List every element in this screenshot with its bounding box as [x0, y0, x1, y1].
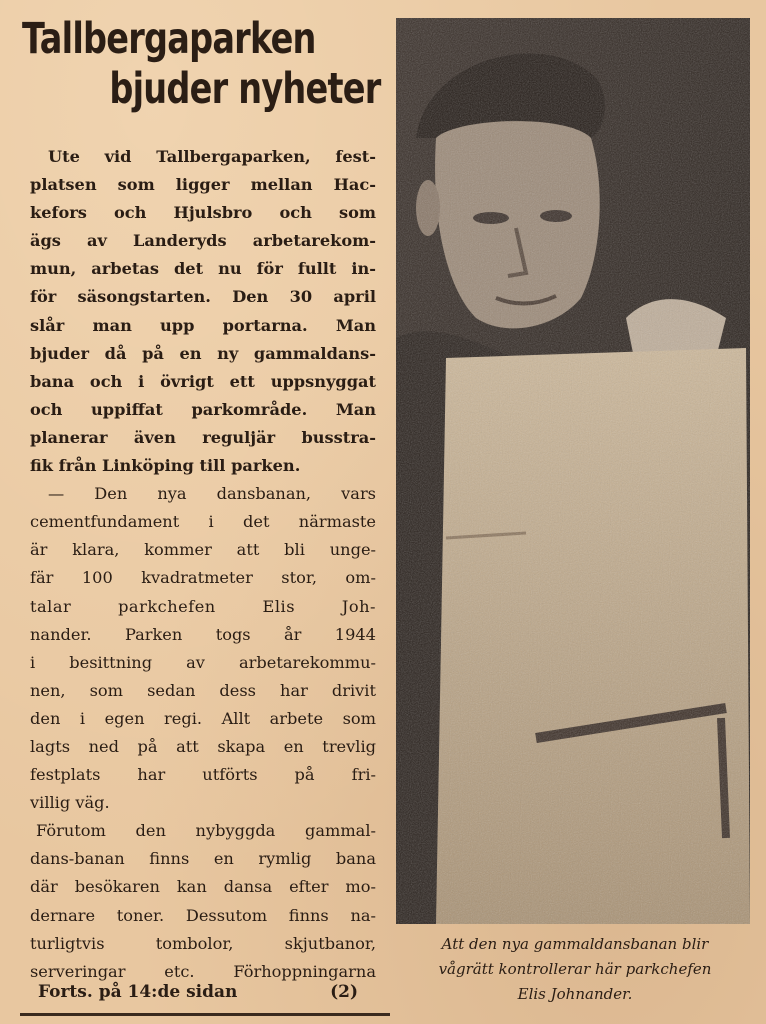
- headline-line-1: Tallbergaparken: [22, 14, 316, 64]
- article-line: nen, som sedan dess har drivit: [30, 680, 376, 700]
- article-line: Förutom den nybyggda gammal-: [36, 821, 376, 841]
- article-line: bjuder då på en ny gammaldans-: [30, 343, 376, 363]
- headline: [22, 14, 381, 114]
- article-line: planerar även reguljär busstra-: [30, 427, 376, 447]
- article-line: den i egen regi. Allt arbete som: [30, 708, 376, 728]
- bottom-rule: [20, 1013, 390, 1016]
- photo-illustration: [396, 18, 750, 924]
- article-line: ägs av Landeryds arbetarekom-: [30, 231, 376, 251]
- article-line: nander. Parken togs år 1944: [30, 624, 376, 644]
- article-line: för säsongstarten. Den 30 april: [30, 287, 376, 307]
- article-paragraph-3: [30, 817, 376, 986]
- article-line: platsen som ligger mellan Hac-: [30, 175, 376, 195]
- article-line: dans-banan finns en rymlig bana: [30, 849, 376, 869]
- article-line: och uppiffat parkområde. Man: [30, 399, 376, 419]
- caption-line-3: Elis Johnander.: [517, 985, 633, 1003]
- article-line: mun, arbetas det nu för fullt in-: [30, 259, 376, 279]
- article-line: dernare toner. Dessutom finns na-: [30, 905, 376, 925]
- article-line: fik från Linköping till parken.: [30, 456, 301, 476]
- continued-text: Forts. på 14:de sidan: [38, 982, 238, 1002]
- photo-caption: [400, 932, 750, 1007]
- headline-line-2: bjuder nyheter: [109, 64, 381, 114]
- article-line: slår man upp portarna. Man: [30, 315, 376, 335]
- photo-parkchef: [396, 18, 750, 924]
- article-lead-paragraph: [30, 143, 376, 480]
- article-line: villig väg.: [30, 793, 110, 813]
- article-paragraph-2: [30, 480, 376, 817]
- article-reference-number: (2): [330, 982, 358, 1002]
- caption-line-2: vågrätt kontrollerar här parkchefen: [438, 960, 712, 978]
- article-line: talar parkchefen Elis Joh-: [30, 596, 376, 616]
- article-line: kefors och Hjulsbro och som: [30, 203, 376, 223]
- article-line: i besittning av arbetarekommu-: [30, 652, 376, 672]
- article-line: bana och i övrigt ett uppsnyggat: [30, 371, 376, 391]
- article-line: Ute vid Tallbergaparken, fest-: [48, 147, 376, 166]
- article-line: — Den nya dansbanan, vars: [48, 484, 376, 504]
- article-line: är klara, kommer att bli unge-: [30, 540, 376, 560]
- article-line: där besökaren kan dansa efter mo-: [30, 877, 376, 897]
- article-line: fär 100 kvadratmeter stor, om-: [30, 568, 376, 588]
- article-line: cementfundament i det närmaste: [30, 512, 376, 532]
- article-line: serveringar etc. Förhoppningarna: [30, 961, 376, 981]
- article-line: turligtvis tombolor, skjutbanor,: [30, 933, 376, 953]
- caption-line-1: Att den nya gammaldansbanan blir: [441, 935, 709, 953]
- article-body: [30, 143, 376, 986]
- article-line: festplats har utförts på fri-: [30, 765, 376, 785]
- article-line: lagts ned på att skapa en trevlig: [30, 736, 376, 756]
- continued-note: [38, 982, 358, 1002]
